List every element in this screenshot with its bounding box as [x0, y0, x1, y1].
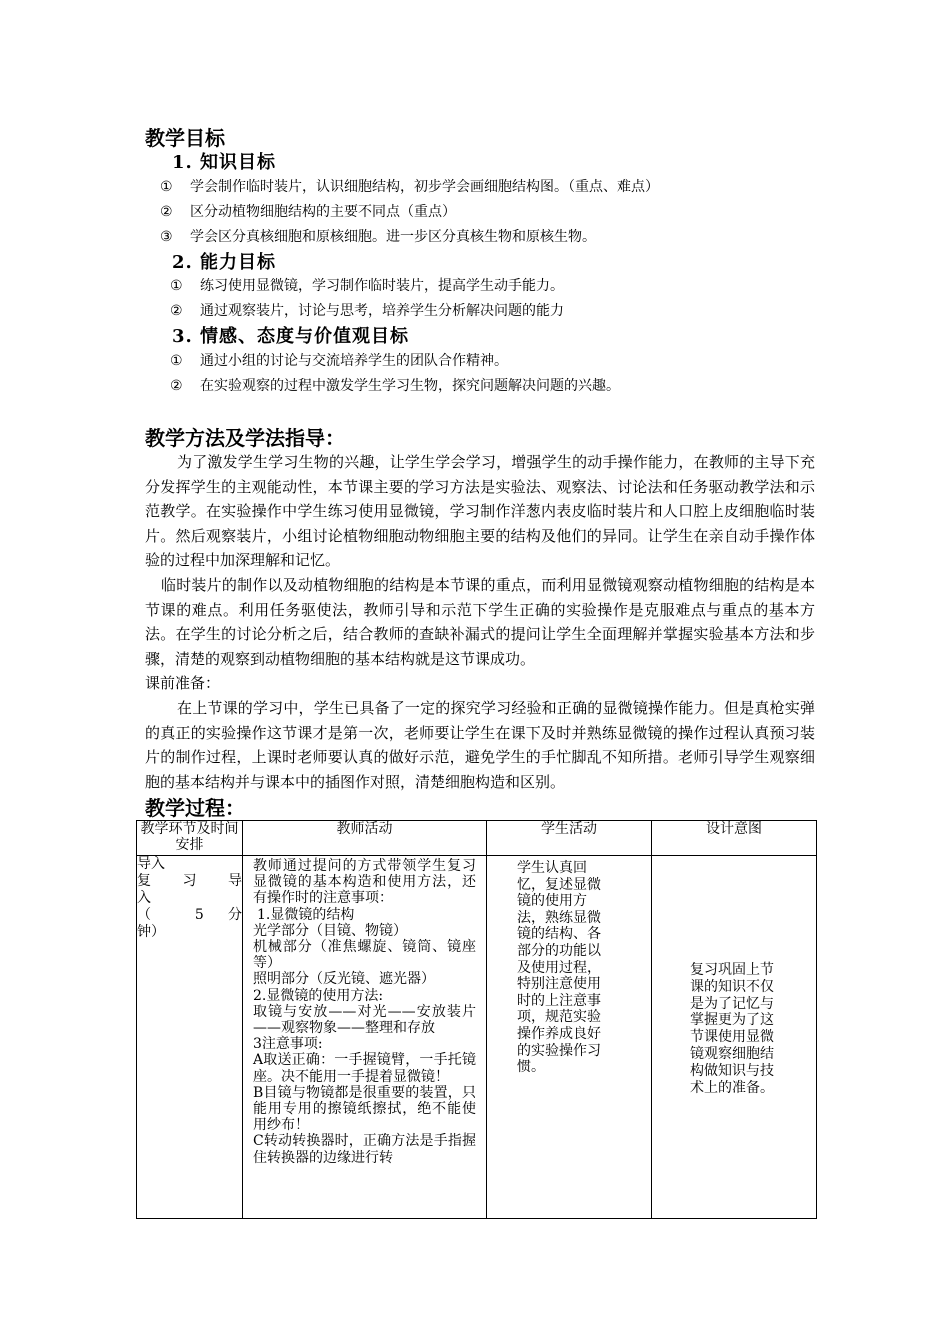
- teacher-activity-cell: 教师通过提问的方式带领学生复习显微镜的基本构造和使用方法，还有操作时的注意事项： 1.显微镜的结构 光学部分（目镜、物镜） 机械部分（准焦螺旋、镜筒、镜座等） 照明部分（反光镜、遮光器） 2.显微镜的使用方法: 取镜与安放——对光——安放装片——观察物象——整理和存放 3注意事项: A取送正确：一手握镜臂，一手托镜座。决不能用一手提着显微镜！ B目镜与物镜都是很重要的装置，只能用专用的擦镜纸擦拭，绝不能使用纱布！ C转动转换器时，正确方法是手指握住转换器的边缘进行转: [243, 856, 487, 1219]
- table-row: [137, 856, 817, 1219]
- list-item: ③ 学会区分真核细胞和原核细胞。进一步区分真核生物和原核生物。: [160, 229, 596, 245]
- student-activity-cell: 学生认真回忆，复述显微镜的使用方法，熟练显微镜的结构、各部分的功能以及使用过程，特别注意使用时的上注意事项，规范实验操作养成良好的实验操作习惯。: [487, 856, 652, 1219]
- process-title: 教学过程：: [145, 796, 245, 820]
- list-item: ① 练习使用显微镜，学习制作临时装片，提高学生动手能力。: [170, 278, 564, 294]
- list-item: ① 学会制作临时装片，认识细胞结构，初步学会画细胞结构图。（重点、难点）: [160, 179, 659, 195]
- header-student: 学生活动: [487, 821, 652, 856]
- prep-label: 课前准备：: [145, 674, 221, 693]
- list-item: ② 在实验观察的过程中激发学生学习生物，探究问题解决问题的兴趣。: [170, 378, 620, 394]
- stage-cell: 导入 复 习 导 入 （ 5 分 钟）: [137, 856, 243, 1219]
- teaching-goals-title: 教学目标: [145, 126, 225, 150]
- list-item: ② 区分动植物细胞结构的主要不同点（重点）: [160, 204, 456, 220]
- header-design: 设计意图: [652, 821, 817, 856]
- methods-paragraph-2: 临时装片的制作以及动植物细胞的结构是本节课的重点，而利用显微镜观察动植物细胞的结构是本节课的难点。利用任务驱使法，教师引导和示范下学生正确的实验操作是克服难点与重点的基本方法。在学生的讨论分析之后，结合教师的查缺补漏式的提问让学生全面理解并掌握实验基本方法和步骤，清楚的观察到动植物细胞的基本结构就是这节课成功。: [145, 575, 815, 668]
- prep-paragraph: 在上节课的学习中，学生已具备了一定的探究学习经验和正确的显微镜操作能力。但是真枪实弹的真正的实验操作这节课才是第一次，老师要让学生在课下及时并熟练显微镜的操作过程认真预习装片的制作过程，上课时老师要认真的做好示范，避免学生的手忙脚乱不知所措。老师引导学生观察细胞的基本结构并与课本中的插图作对照，清楚细胞构造和区别。: [145, 698, 815, 791]
- methods-paragraph-1: 为了激发学生学习生物的兴趣，让学生学会学习，增强学生的动手操作能力，在教师的主导下充分发挥学生的主观能动性，本节课主要的学习方法是实验法、观察法、讨论法和任务驱动教学法和示范教学。在实验操作中学生练习使用显微镜，学习制作洋葱内表皮临时装片和人口腔上皮细胞临时装片。然后观察装片，小组讨论植物细胞动物细胞主要的结构及他们的异同。让学生在亲自动手操作体验的过程中加深理解和记忆。: [145, 453, 815, 570]
- list-item: ① 通过小组的讨论与交流培养学生的团队合作精神。: [170, 353, 508, 369]
- methods-body: [145, 450, 815, 794]
- knowledge-goals-heading: 1. 知识目标: [172, 152, 277, 173]
- ability-goals-heading: 2. 能力目标: [172, 252, 277, 273]
- header-teacher: 教师活动: [243, 821, 487, 856]
- header-stage: 教学环节及时间安排: [137, 821, 243, 856]
- process-table: [136, 820, 817, 1219]
- emotion-goals-heading: 3. 情感、态度与价值观目标: [172, 326, 410, 347]
- methods-title: 教学方法及学法指导：: [145, 426, 345, 450]
- list-item: ② 通过观察装片，讨论与思考，培养学生分析解决问题的能力: [170, 303, 564, 319]
- table-header-row: [137, 821, 817, 856]
- design-intent-cell: 复习巩固上节课的知识不仅是为了记忆与掌握更为了这节课使用显微镜观察细胞结构做知识与技术上的准备。: [652, 856, 817, 1219]
